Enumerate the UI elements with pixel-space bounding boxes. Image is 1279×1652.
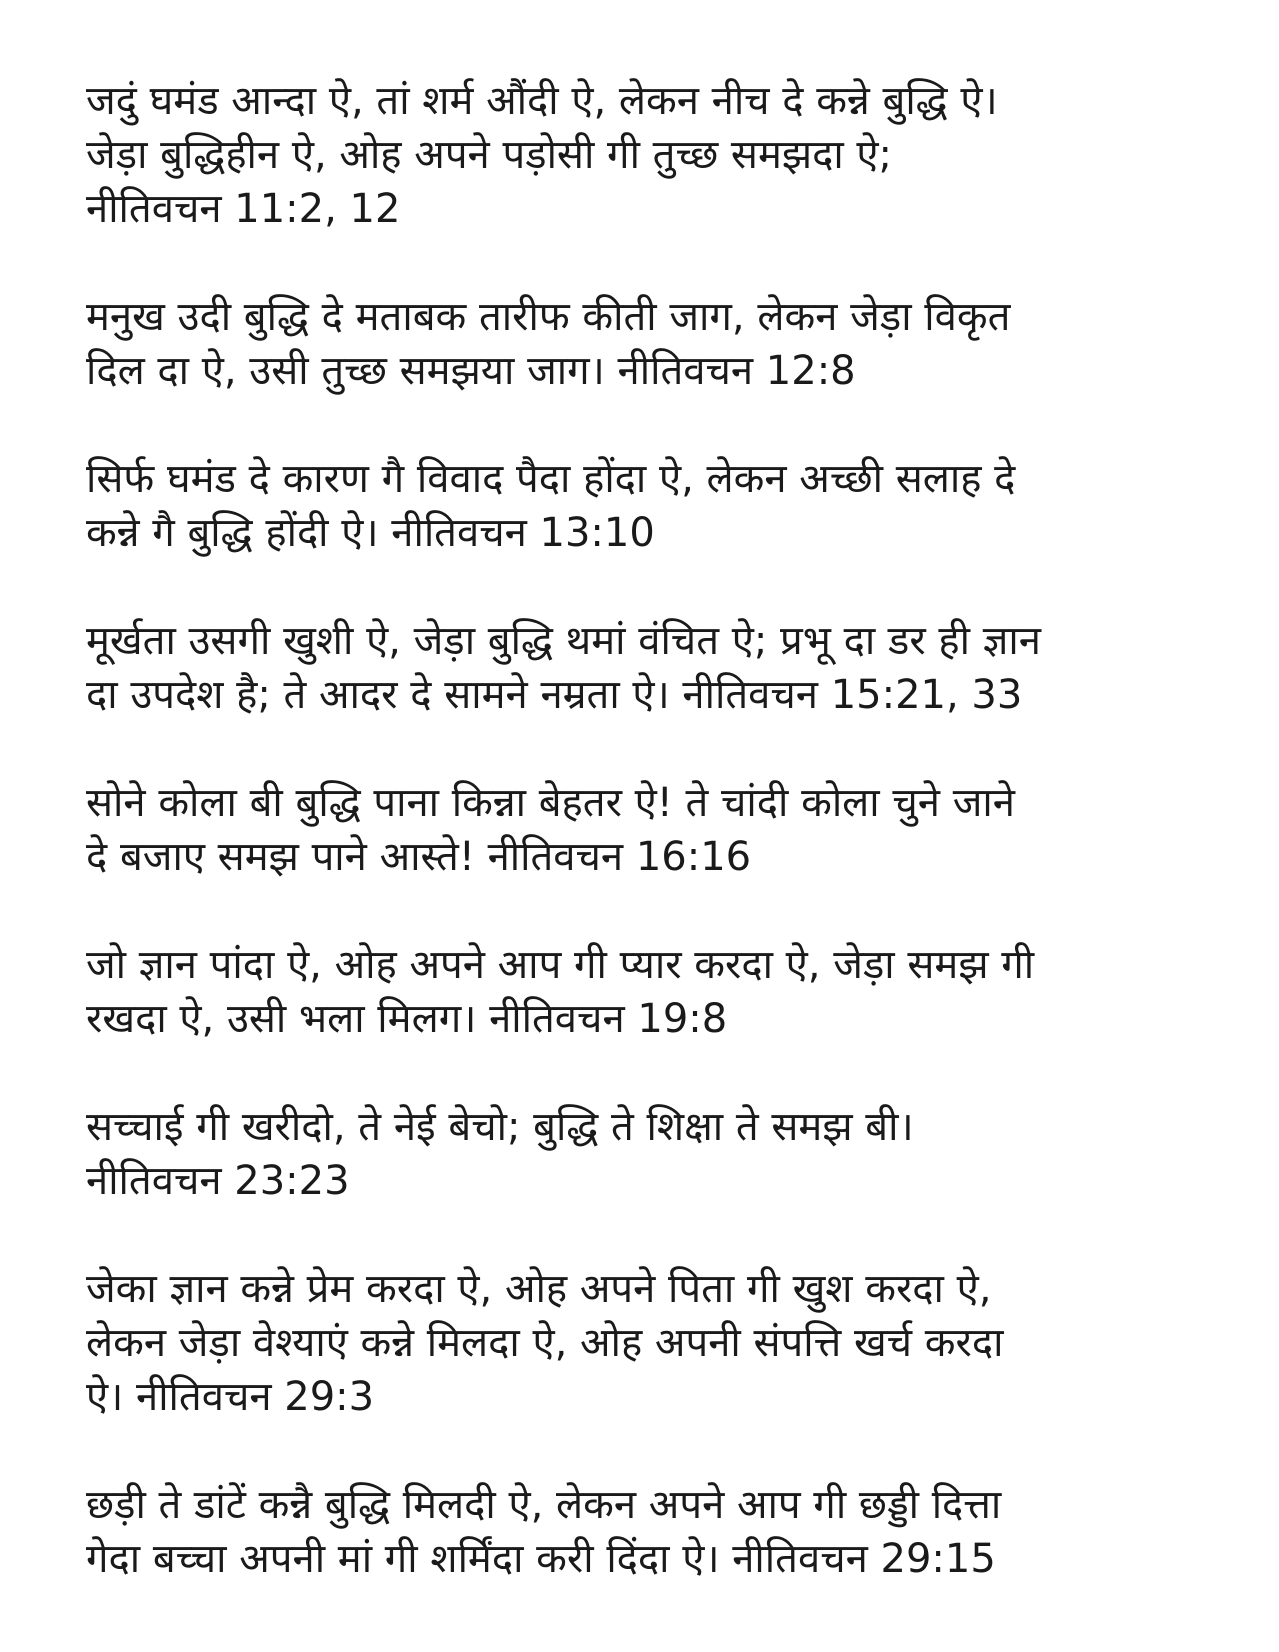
verse-proverbs-23-23 xyxy=(86,1100,1216,1208)
verse-proverbs-29-3 xyxy=(86,1262,1216,1424)
verse-line: मूर्खता उसगी खुशी ऐ, जेड़ा बुद्धि थमां वंचित ऐ; प्रभू दा डर ही ज्ञान xyxy=(86,618,1041,664)
verse-line: लेकन जेड़ा वेश्याएं कन्ने मिलदा ऐ, ओह अपनी संपत्ति खर्च करदा xyxy=(86,1320,1004,1366)
verse-line: सच्चाई गी खरीदो, ते नेई बेचो; बुद्धि ते शिक्षा ते समझ बी। xyxy=(86,1104,914,1150)
verse-line: गेदा बच्चा अपनी मां गी शर्मिंदा करी दिंदा ऐ। नीतिवचन 29:15 xyxy=(86,1536,996,1582)
verse-line: सोने कोला बी बुद्धि पाना किन्ना बेहतर ऐ! ते चांदी कोला चुने जाने xyxy=(86,780,1015,826)
verse-proverbs-29-15 xyxy=(86,1478,1216,1586)
verse-reference: नीतिवचन 11:2, 12 xyxy=(86,186,401,232)
verse-proverbs-16-16 xyxy=(86,776,1216,884)
verse-proverbs-12-8 xyxy=(86,290,1216,398)
verses-document xyxy=(86,74,1216,1640)
verse-line: कन्ने गै बुद्धि होंदी ऐ। नीतिवचन 13:10 xyxy=(86,510,655,556)
verse-line: जेका ज्ञान कन्ने प्रेम करदा ऐ, ओह अपने पिता गी खुश करदा ऐ, xyxy=(86,1266,992,1312)
verse-proverbs-19-8 xyxy=(86,938,1216,1046)
verse-proverbs-13-10 xyxy=(86,452,1216,560)
verse-line: दिल दा ऐ, उसी तुच्छ समझया जाग। नीतिवचन 12:8 xyxy=(86,348,856,394)
verse-line: छड़ी ते डांटें कन्नै बुद्धि मिलदी ऐ, लेकन अपने आप गी छड्डी दित्ता xyxy=(86,1482,1002,1528)
verse-line: रखदा ऐ, उसी भला मिलग। नीतिवचन 19:8 xyxy=(86,996,728,1042)
verse-line: ऐ। नीतिवचन 29:3 xyxy=(86,1374,375,1420)
verse-line: जो ज्ञान पांदा ऐ, ओह अपने आप गी प्यार करदा ऐ, जेड़ा समझ गी xyxy=(86,942,1035,988)
verse-proverbs-15-21-33 xyxy=(86,614,1216,722)
verse-line: जदुं घमंड आन्दा ऐ, तां शर्म औंदी ऐ, लेकन नीच दे कन्ने बुद्धि ऐ। xyxy=(86,78,998,124)
verse-line: दे बजाए समझ पाने आस्ते! नीतिवचन 16:16 xyxy=(86,834,752,880)
verse-line: सिर्फ घमंड दे कारण गै विवाद पैदा होंदा ऐ, लेकन अच्छी सलाह दे xyxy=(86,456,1016,502)
verse-proverbs-11-2-12 xyxy=(86,74,1216,236)
verse-line: जेड़ा बुद्धिहीन ऐ, ओह अपने पड़ोसी गी तुच्छ समझदा ऐ; xyxy=(86,132,893,178)
verse-line: मनुख उदी बुद्धि दे मताबक तारीफ कीती जाग, लेकन जेड़ा विकृत xyxy=(86,294,1011,340)
verse-line: दा उपदेश है; ते आदर दे सामने नम्रता ऐ। नीतिवचन 15:21, 33 xyxy=(86,672,1023,718)
verse-reference: नीतिवचन 23:23 xyxy=(86,1158,350,1204)
